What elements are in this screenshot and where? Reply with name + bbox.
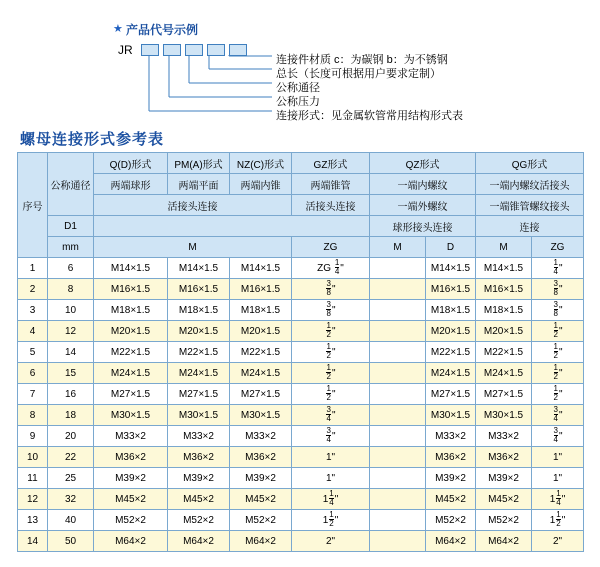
cell-pm-m: M22×1.5 [168, 342, 230, 363]
cell-index: 11 [18, 468, 48, 489]
header-row-4 [18, 216, 584, 237]
cell-qd-m: M45×2 [94, 489, 168, 510]
cell-dn: 12 [48, 321, 94, 342]
cell-pm-m: M16×1.5 [168, 279, 230, 300]
cell-qz-d: M14×1.5 [426, 258, 476, 279]
cell-qg-m: M22×1.5 [476, 342, 532, 363]
header-row-3 [18, 195, 584, 216]
cell-qg-m: M24×1.5 [476, 363, 532, 384]
cell-qg-zg: $\frac{3}{4}$ " [532, 426, 584, 447]
cell-gz-zg: ZG $\frac{1}{4}$ " [292, 258, 370, 279]
cell-qd-m: M64×2 [94, 531, 168, 552]
cell-qg-zg: $\frac{1}{2}$ " [532, 363, 584, 384]
cell-dn: 40 [48, 510, 94, 531]
cell-gz-zg: $\frac{1}{2}$ " [292, 384, 370, 405]
cell-nz-m: M20×1.5 [230, 321, 292, 342]
cell-qg-m: M52×2 [476, 510, 532, 531]
cell-nz-m: M16×1.5 [230, 279, 292, 300]
cell-qg-m: M30×1.5 [476, 405, 532, 426]
product-code-prefix: JR [118, 43, 133, 57]
col-sub-qg-thread: 一端锥管螺纹接头 [476, 195, 584, 216]
col-unit-qz-m: M [370, 237, 426, 258]
cell-index: 6 [18, 363, 48, 384]
cell-pm-m: M27×1.5 [168, 384, 230, 405]
col-sub-qz: 一端内螺纹 [370, 174, 476, 195]
legend-connection-type: 连接形式：见金属软管常用结构形式表 [276, 110, 463, 122]
table-body [18, 258, 584, 552]
cell-qz-m [370, 426, 426, 447]
table-header [18, 153, 584, 258]
col-unit-mm: mm [48, 237, 94, 258]
cell-qg-zg: $\frac{3}{4}$ " [532, 405, 584, 426]
cell-qz-d: M22×1.5 [426, 342, 476, 363]
cell-index: 3 [18, 300, 48, 321]
cell-nz-m: M33×2 [230, 426, 292, 447]
cell-index: 2 [18, 279, 48, 300]
cell-index: 7 [18, 384, 48, 405]
cell-gz-zg: 1 $\frac{1}{4}$ " [292, 489, 370, 510]
cell-qd-m: M39×2 [94, 468, 168, 489]
col-unit-m: M [94, 237, 292, 258]
col-header-qd: Q(D)形式 [94, 153, 168, 174]
cell-pm-m: M18×1.5 [168, 300, 230, 321]
table-row [18, 279, 584, 300]
cell-qz-d: M16×1.5 [426, 279, 476, 300]
cell-qz-m [370, 510, 426, 531]
cell-qz-d: M64×2 [426, 531, 476, 552]
cell-nz-m: M30×1.5 [230, 405, 292, 426]
cell-dn: 18 [48, 405, 94, 426]
cell-dn: 6 [48, 258, 94, 279]
cell-dn: 16 [48, 384, 94, 405]
cell-qg-m: M45×2 [476, 489, 532, 510]
cell-nz-m: M14×1.5 [230, 258, 292, 279]
cell-pm-m: M24×1.5 [168, 363, 230, 384]
cell-qz-m [370, 363, 426, 384]
cell-qg-zg: $\frac{1}{2}$ " [532, 342, 584, 363]
table-row [18, 258, 584, 279]
cell-qd-m: M20×1.5 [94, 321, 168, 342]
legend-nominal-diameter: 公称通径 [276, 82, 320, 94]
code-box-2 [163, 44, 181, 56]
cell-qd-m: M22×1.5 [94, 342, 168, 363]
cell-qg-m: M20×1.5 [476, 321, 532, 342]
col-header-nz: NZ(C)形式 [230, 153, 292, 174]
cell-pm-m: M39×2 [168, 468, 230, 489]
cell-qg-m: M36×2 [476, 447, 532, 468]
col-sub-gz-connection: 活接头连接 [292, 195, 370, 216]
cell-qg-zg: 1 $\frac{1}{2}$ " [532, 510, 584, 531]
cell-qz-d: M39×2 [426, 468, 476, 489]
cell-index: 13 [18, 510, 48, 531]
cell-qg-zg: $\frac{3}{8}$ " [532, 300, 584, 321]
col-header-pm: PM(A)形式 [168, 153, 230, 174]
cell-qd-m: M18×1.5 [94, 300, 168, 321]
cell-qz-m [370, 468, 426, 489]
cell-pm-m: M30×1.5 [168, 405, 230, 426]
code-box-4 [207, 44, 225, 56]
cell-gz-zg: 1" [292, 468, 370, 489]
cell-nz-m: M36×2 [230, 447, 292, 468]
cell-qz-d: M33×2 [426, 426, 476, 447]
cell-qg-m: M16×1.5 [476, 279, 532, 300]
cell-index: 12 [18, 489, 48, 510]
cell-qg-m: M18×1.5 [476, 300, 532, 321]
cell-gz-zg: 1 $\frac{1}{2}$ " [292, 510, 370, 531]
cell-qz-m [370, 405, 426, 426]
cell-nz-m: M22×1.5 [230, 342, 292, 363]
col-header-gz: GZ形式 [292, 153, 370, 174]
cell-qg-m: M64×2 [476, 531, 532, 552]
col-sub-qz-ball: 球形接头连接 [370, 216, 476, 237]
cell-pm-m: M36×2 [168, 447, 230, 468]
table-row [18, 468, 584, 489]
cell-qz-d: M45×2 [426, 489, 476, 510]
cell-nz-m: M24×1.5 [230, 363, 292, 384]
page-title: 螺母连接形式参考表 [20, 131, 165, 148]
cell-qz-m [370, 300, 426, 321]
table-row [18, 447, 584, 468]
col-unit-zg: ZG [292, 237, 370, 258]
col-sub-qz-thread: 一端外螺纹 [370, 195, 476, 216]
table-row [18, 405, 584, 426]
cell-qz-d: M27×1.5 [426, 384, 476, 405]
cell-qz-d: M24×1.5 [426, 363, 476, 384]
col-sub-qd: 两端球形 [94, 174, 168, 195]
cell-qg-m: M14×1.5 [476, 258, 532, 279]
code-box-5 [229, 44, 247, 56]
table-row [18, 510, 584, 531]
cell-qz-d: M36×2 [426, 447, 476, 468]
cell-dn: 32 [48, 489, 94, 510]
table-row [18, 426, 584, 447]
cell-qz-m [370, 384, 426, 405]
cell-dn: 25 [48, 468, 94, 489]
cell-index: 14 [18, 531, 48, 552]
table-row [18, 321, 584, 342]
col-unit-qg-zg: ZG [532, 237, 584, 258]
cell-index: 10 [18, 447, 48, 468]
cell-qg-zg: $\frac{1}{4}$ " [532, 258, 584, 279]
cell-gz-zg: $\frac{3}{8}$ " [292, 279, 370, 300]
cell-qd-m: M24×1.5 [94, 363, 168, 384]
col-sub-pm: 两端平面 [168, 174, 230, 195]
col-sub-qg: 一端内螺纹活接头 [476, 174, 584, 195]
cell-index: 5 [18, 342, 48, 363]
cell-gz-zg: $\frac{1}{2}$ " [292, 363, 370, 384]
cell-pm-m: M52×2 [168, 510, 230, 531]
col-unit-qg-m: M [476, 237, 532, 258]
cell-qz-d: M20×1.5 [426, 321, 476, 342]
cell-qg-m: M27×1.5 [476, 384, 532, 405]
cell-qz-d: M18×1.5 [426, 300, 476, 321]
header-row-2 [18, 174, 584, 195]
legend-material: 连接件材质 c：为碳钢 b：为不锈钢 [276, 54, 448, 66]
cell-index: 1 [18, 258, 48, 279]
cell-qg-zg: 1 $\frac{1}{4}$ " [532, 489, 584, 510]
cell-qz-m [370, 258, 426, 279]
product-code-boxes [141, 44, 247, 56]
cell-nz-m: M39×2 [230, 468, 292, 489]
cell-index: 4 [18, 321, 48, 342]
cell-pm-m: M33×2 [168, 426, 230, 447]
table-row [18, 300, 584, 321]
col-header-qg: QG形式 [476, 153, 584, 174]
cell-gz-zg: 1" [292, 447, 370, 468]
table-row [18, 384, 584, 405]
cell-qd-m: M27×1.5 [94, 384, 168, 405]
cell-qg-zg: $\frac{1}{2}$ " [532, 384, 584, 405]
star-icon: ★ [113, 23, 123, 35]
cell-pm-m: M20×1.5 [168, 321, 230, 342]
cell-qz-m [370, 321, 426, 342]
cell-index: 8 [18, 405, 48, 426]
cell-gz-zg: $\frac{3}{4}$ " [292, 426, 370, 447]
nut-connection-table [17, 152, 583, 552]
cell-nz-m: M52×2 [230, 510, 292, 531]
col-sub-nz: 两端内锥 [230, 174, 292, 195]
cell-nz-m: M64×2 [230, 531, 292, 552]
table-row [18, 531, 584, 552]
table-row [18, 363, 584, 384]
table-row [18, 342, 584, 363]
col-header-d1: D1 [48, 216, 94, 237]
cell-qd-m: M36×2 [94, 447, 168, 468]
cell-index: 9 [18, 426, 48, 447]
cell-qd-m: M14×1.5 [94, 258, 168, 279]
cell-qd-m: M30×1.5 [94, 405, 168, 426]
cell-qd-m: M16×1.5 [94, 279, 168, 300]
header-row-1 [18, 153, 584, 174]
cell-gz-zg: 2" [292, 531, 370, 552]
cell-dn: 10 [48, 300, 94, 321]
col-header-qz: QZ形式 [370, 153, 476, 174]
cell-qz-d: M30×1.5 [426, 405, 476, 426]
cell-dn: 8 [48, 279, 94, 300]
cell-gz-zg: $\frac{1}{2}$ " [292, 321, 370, 342]
diagram-title: 产品代号示例 [126, 23, 199, 37]
cell-nz-m: M27×1.5 [230, 384, 292, 405]
col-blank-1 [94, 216, 370, 237]
table-row [18, 489, 584, 510]
cell-dn: 14 [48, 342, 94, 363]
legend-nominal-pressure: 公称压力 [276, 96, 320, 108]
col-sub-left-connection: 活接头连接 [94, 195, 292, 216]
cell-qz-m [370, 531, 426, 552]
cell-nz-m: M45×2 [230, 489, 292, 510]
cell-dn: 22 [48, 447, 94, 468]
col-unit-qz-d: D [426, 237, 476, 258]
cell-qz-m [370, 489, 426, 510]
cell-gz-zg: $\frac{1}{2}$ " [292, 342, 370, 363]
cell-pm-m: M45×2 [168, 489, 230, 510]
col-header-dn: 公称通径 [48, 153, 94, 216]
cell-qg-zg: 2" [532, 531, 584, 552]
cell-qg-zg: $\frac{3}{8}$ " [532, 279, 584, 300]
cell-qg-zg: 1" [532, 468, 584, 489]
cell-gz-zg: $\frac{3}{8}$ " [292, 300, 370, 321]
cell-qz-m [370, 447, 426, 468]
cell-qg-m: M39×2 [476, 468, 532, 489]
header-row-5 [18, 237, 584, 258]
cell-qd-m: M33×2 [94, 426, 168, 447]
cell-nz-m: M18×1.5 [230, 300, 292, 321]
cell-qg-zg: $\frac{1}{2}$ " [532, 321, 584, 342]
cell-qz-m [370, 279, 426, 300]
col-sub-gz: 两端锥管 [292, 174, 370, 195]
cell-dn: 20 [48, 426, 94, 447]
legend-total-length: 总长（长度可根据用户要求定制） [276, 68, 441, 80]
col-header-index: 序号 [18, 153, 48, 258]
cell-dn: 15 [48, 363, 94, 384]
cell-qz-m [370, 342, 426, 363]
cell-qz-d: M52×2 [426, 510, 476, 531]
code-box-1 [141, 44, 159, 56]
cell-pm-m: M64×2 [168, 531, 230, 552]
cell-qg-zg: 1" [532, 447, 584, 468]
cell-gz-zg: $\frac{3}{4}$ " [292, 405, 370, 426]
cell-dn: 50 [48, 531, 94, 552]
code-box-3 [185, 44, 203, 56]
cell-qg-m: M33×2 [476, 426, 532, 447]
col-sub-qg-connect: 连接 [476, 216, 584, 237]
cell-pm-m: M14×1.5 [168, 258, 230, 279]
cell-qd-m: M52×2 [94, 510, 168, 531]
product-code-diagram [0, 0, 600, 128]
